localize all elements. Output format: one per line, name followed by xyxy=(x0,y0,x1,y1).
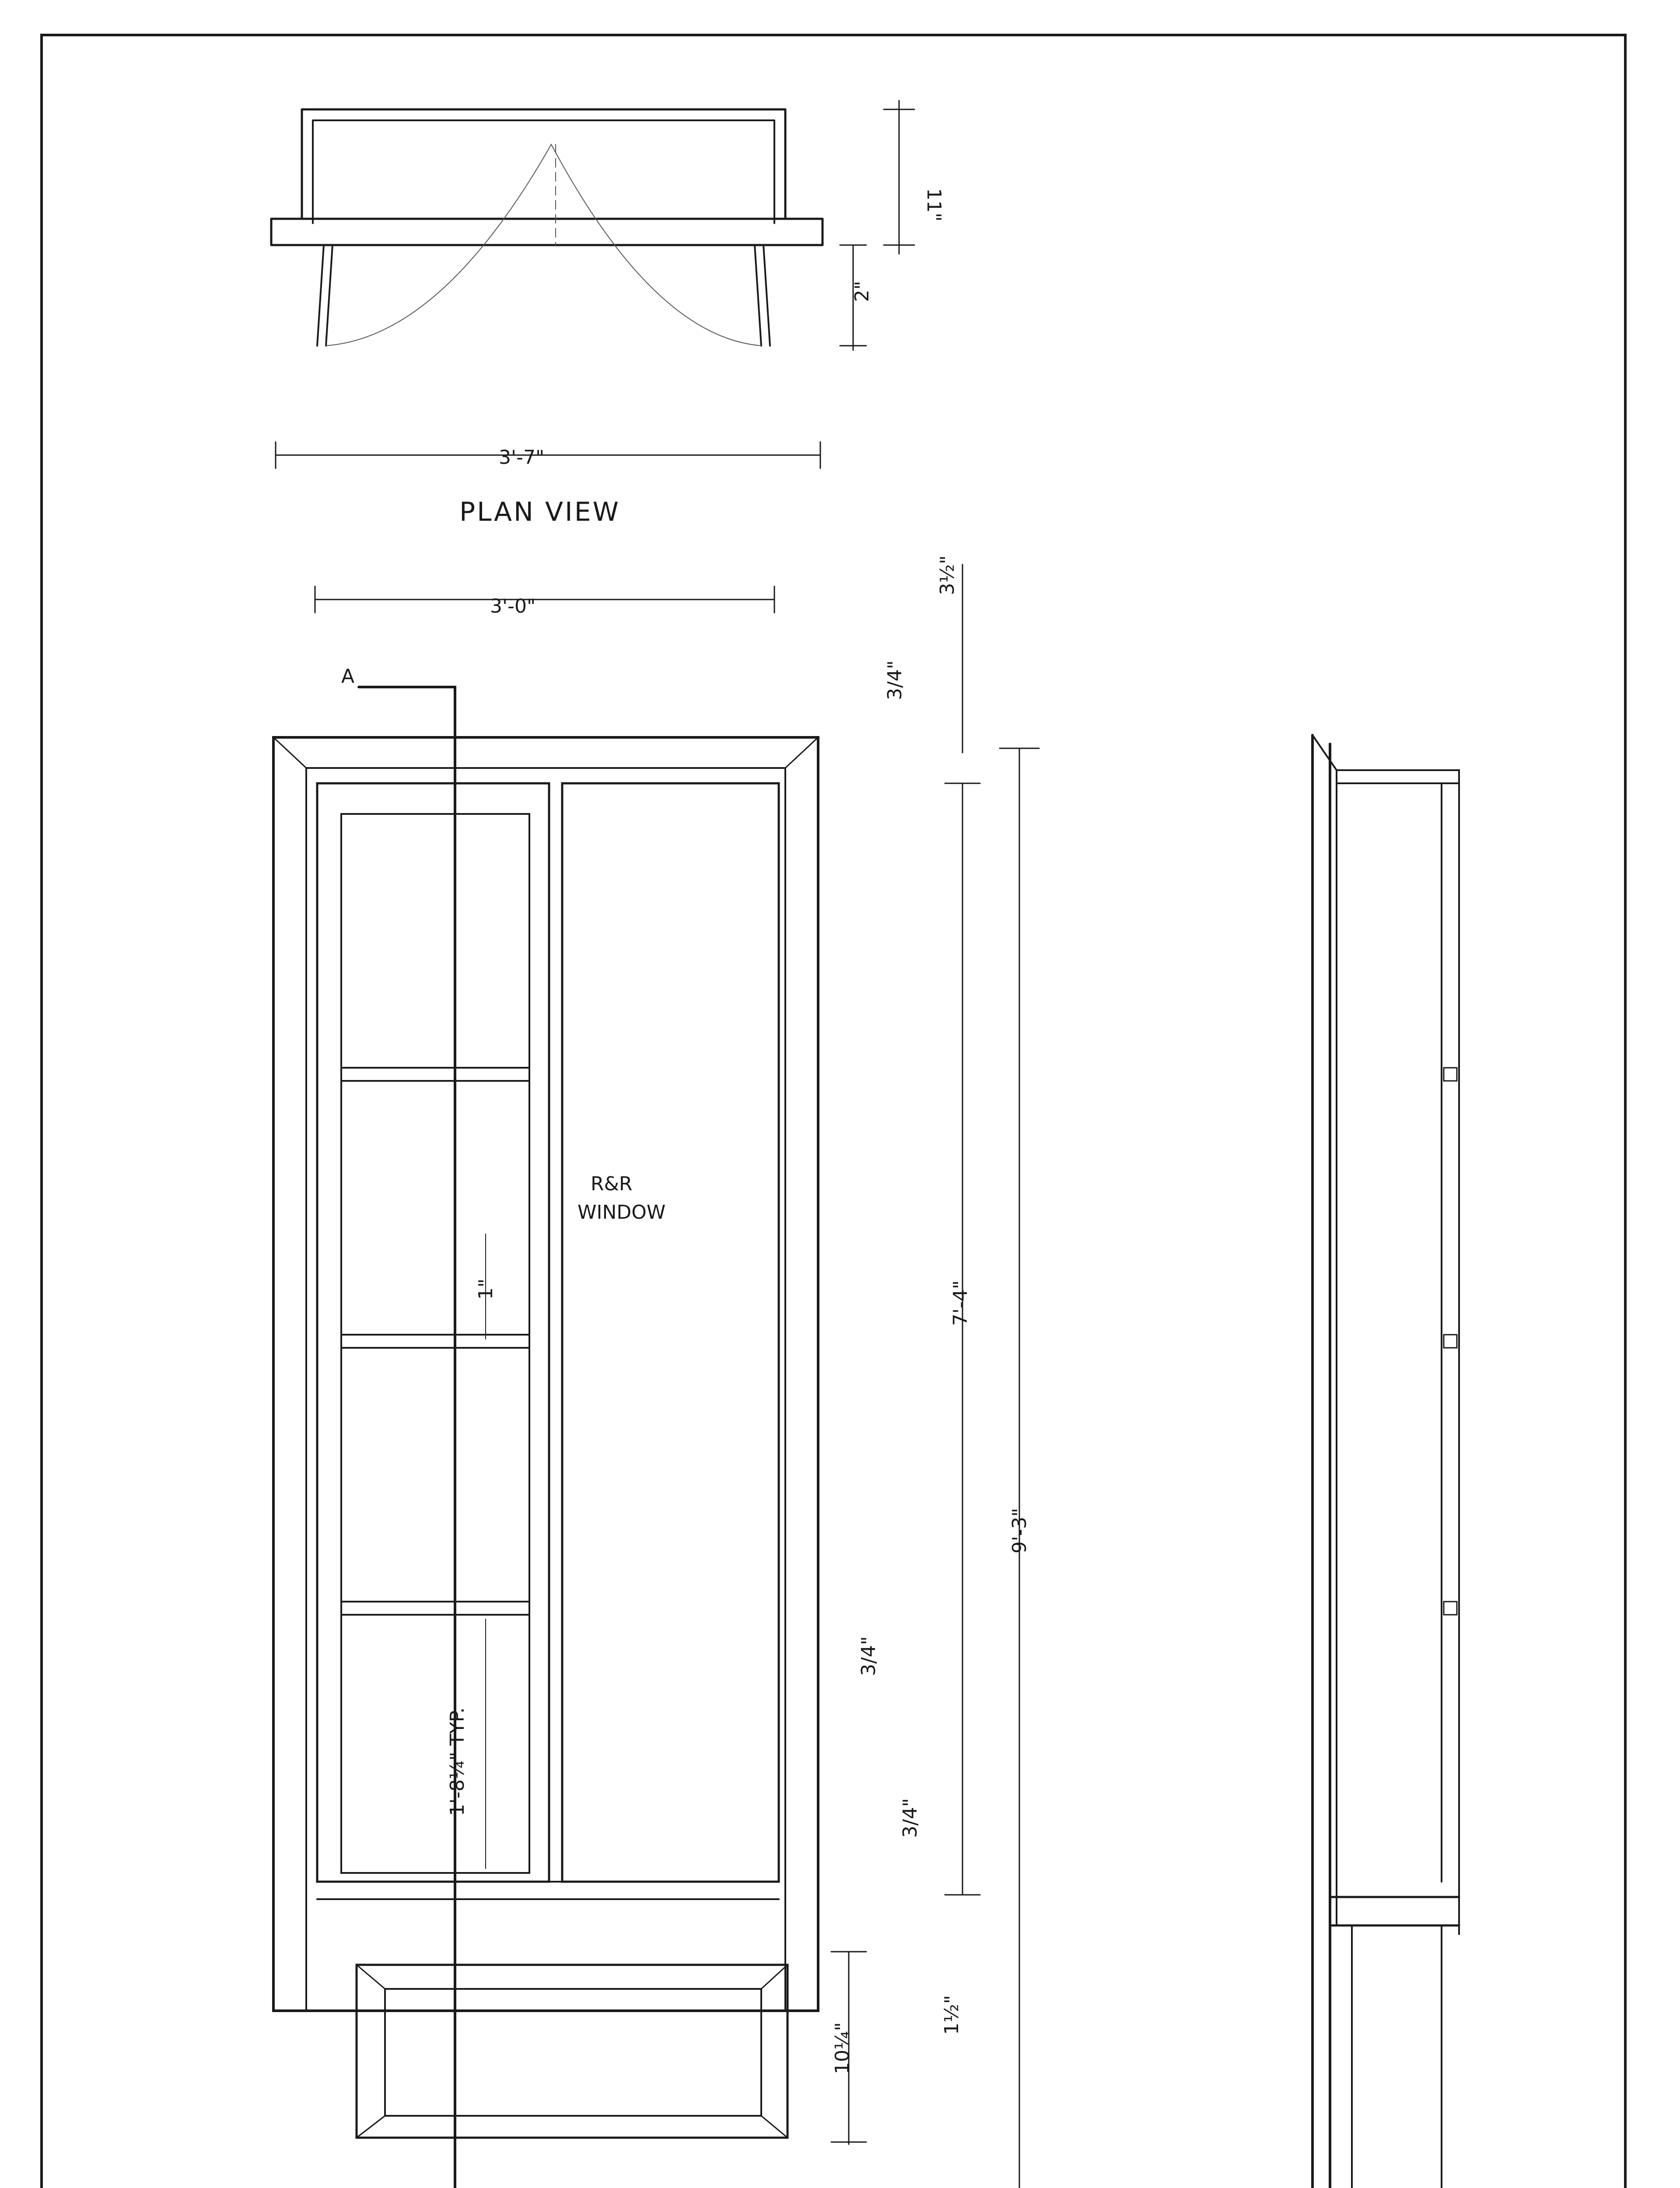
elev-panel-dim: 10¼" xyxy=(831,2022,854,2074)
elev-stop-dim: 3/4" xyxy=(858,1636,880,1676)
front-elevation xyxy=(273,565,1039,2188)
sheet-border xyxy=(42,35,1625,2188)
elev-sash-height-dim: 7'-4" xyxy=(949,1280,972,1326)
plan-projection-dim: 2" xyxy=(851,281,873,302)
elev-top-height-dim: 3½" xyxy=(936,555,959,595)
elev-head-dim: 3/4" xyxy=(884,660,906,700)
plan-view-title: PLAN VIEW xyxy=(459,497,620,527)
elev-sill-dim: 3/4" xyxy=(899,1798,921,1838)
window-label-line2: WINDOW xyxy=(578,1201,666,1224)
section-tag-top: A xyxy=(341,665,355,687)
plan-view xyxy=(271,101,914,468)
elev-rail-dim: 1½" xyxy=(941,1995,963,2035)
elev-top-width-dim: 3'-0" xyxy=(490,595,536,617)
elev-muntin-dim: 1" xyxy=(475,1278,497,1300)
window-label-line1: R&R xyxy=(591,1173,633,1195)
plan-depth-dim: 11" xyxy=(923,188,945,222)
plan-width-dim: 3'-7" xyxy=(499,446,545,469)
elev-overall-height-dim: 9'-3" xyxy=(1008,1508,1031,1553)
section-a-a xyxy=(1312,735,1459,2188)
elev-pane-dim: 1'-8¼" TYP. xyxy=(446,1707,469,1816)
